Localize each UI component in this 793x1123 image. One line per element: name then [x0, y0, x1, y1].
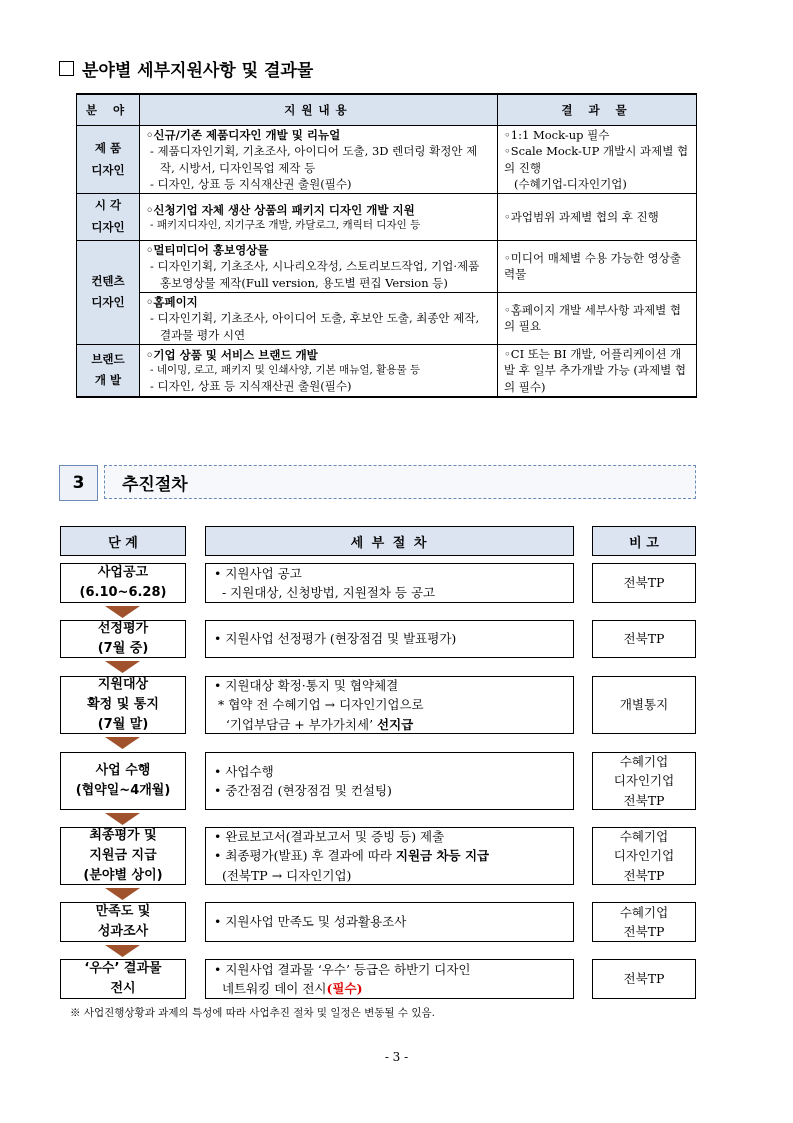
section-title [59, 56, 313, 81]
note-box: 전북TP [592, 959, 696, 999]
result-homepage: ◦홈페이지 개발 세부사항 과제별 협의 필요 [498, 292, 697, 344]
category-visual: 시 각 디자인 [77, 194, 140, 241]
table-row-product [77, 126, 697, 194]
table-row-contents-mm [77, 241, 697, 293]
section3-number: 3 [59, 465, 98, 501]
down-arrow-icon [105, 813, 140, 825]
table-row-brand [77, 344, 697, 396]
proc-header-detail: 세 부 절 차 [205, 526, 574, 556]
section-title-text: 분야별 세부지원사항 및 결과물 [82, 61, 314, 81]
table-header-row [77, 94, 697, 126]
content-title: ◦신규/기존 제품디자인 개발 및 리뉴얼 [146, 128, 341, 142]
support-details-table [76, 93, 697, 398]
detail-box: • 지원사업 공고 - 지원대상, 신청방법, 지원절차 등 공고 [205, 563, 574, 603]
note-box: 수혜기업 디자인기업 전북TP [592, 827, 696, 885]
table-row-contents-hp [77, 292, 697, 344]
note-box: 수혜기업 전북TP [592, 902, 696, 942]
down-arrow-icon [105, 606, 140, 618]
result-visual: ◦과업범위 과제별 협의 후 진행 [498, 194, 697, 241]
result-product: ◦1:1 Mock-up 필수 ◦Scale Mock-UP 개발시 과제별 협의 진행 (수혜기업-디자인기업) [498, 126, 697, 194]
note-box: 전북TP [592, 620, 696, 658]
proc-header-note: 비 고 [592, 526, 696, 556]
detail-box: • 지원대상 확정·통지 및 협약체결 * 협약 전 수혜기업 → 디자인기업으로 ‘기업부담금 + 부가가치세’ 선지급 [205, 676, 574, 734]
header-category: 분 야 [77, 94, 140, 126]
down-arrow-icon [105, 737, 140, 749]
detail-box: • 지원사업 선정평가 (현장점검 및 발표평가) [205, 620, 574, 658]
detail-box: • 지원사업 만족도 및 성과활용조사 [205, 902, 574, 942]
result-brand: ◦CI 또는 BI 개발, 어플리케이션 개발 후 일부 추가개발 가능 (과제별 협의 필수) [498, 344, 697, 396]
content-product: ◦신규/기존 제품디자인 개발 및 리뉴얼 - 제품디자인기획, 기초조사, 아이디어 도출, 3D 렌더링 확정안 제작, 시방서, 디자인목업 제작 등 - 디자인, 상표 등 지식재산권 출원(필수) [140, 126, 498, 194]
proc-header-stage: 단 계 [60, 526, 186, 556]
detail-box: • 지원사업 결과물 ‘우수’ 등급은 하반기 디자인 네트워킹 데이 전시(필수) [205, 959, 574, 999]
stage-box: 만족도 및 성과조사 [60, 902, 186, 942]
header-result: 결 과 물 [498, 94, 697, 126]
down-arrow-icon [105, 945, 140, 957]
down-arrow-icon [105, 888, 140, 900]
stage-box: 사업공고 (6.10~6.28) [60, 563, 186, 603]
detail-box: • 사업수행 • 중간점검 (현장점검 및 컨설팅) [205, 752, 574, 810]
stage-box: 최종평가 및 지원금 지급 (분야별 상이) [60, 827, 186, 885]
category-product: 제 품 디자인 [77, 126, 140, 194]
content-brand: ◦기업 상품 및 서비스 브랜드 개발 - 네이밍, 로고, 패키지 및 인쇄사양, 기본 매뉴얼, 활용물 등 - 디자인, 상표 등 지식재산권 출원(필수) [140, 344, 498, 396]
stage-box: 지원대상 확정 및 통지 (7월 말) [60, 676, 186, 734]
footnote: ※ 사업진행상황과 과제의 특성에 따라 사업추진 절차 및 일정은 변동될 수 있음. [70, 1007, 435, 1019]
down-arrow-icon [105, 661, 140, 673]
note-box: 개별통지 [592, 676, 696, 734]
content-multimedia: ◦멀티미디어 홍보영상물 - 디자인기획, 기초조사, 시나리오작성, 스토리보드작업, 기업·제품 홍보영상물 제작(Full version, 용도별 편집 Version 등) [140, 241, 498, 293]
table-row-visual [77, 194, 697, 241]
stage-box: 사업 수행 (협약일~4개월) [60, 752, 186, 810]
stage-box: 선정평가 (7월 중) [60, 620, 186, 658]
content-homepage: ◦홈페이지 - 디자인기획, 기초조사, 아이디어 도출, 후보안 도출, 최종안 제작, 결과물 평가 시연 [140, 292, 498, 344]
section3-header [59, 465, 696, 501]
note-box: 전북TP [592, 563, 696, 603]
category-brand: 브랜드 개 발 [77, 344, 140, 396]
header-content: 지원내용 [140, 94, 498, 126]
section3-title: 추진절차 [104, 465, 696, 499]
content-visual: ◦신청기업 자체 생산 상품의 패키지 디자인 개발 지원 - 패키지디자인, 지기구조 개발, 카달로그, 캐릭터 디자인 등 [140, 194, 498, 241]
checkbox-square-icon [59, 61, 74, 76]
detail-box: • 완료보고서(결과보고서 및 증빙 등) 제출 • 최종평가(발표) 후 결과에 따라 지원금 차등 지급 (전북TP → 디자인기업) [205, 827, 574, 885]
page-number: - 3 - [384, 1050, 409, 1064]
stage-box: ‘우수’ 결과물 전시 [60, 959, 186, 999]
category-contents: 컨텐츠 디자인 [77, 241, 140, 345]
result-multimedia: ◦미디어 매체별 수용 가능한 영상출력물 [498, 241, 697, 293]
note-box: 수혜기업 디자인기업 전북TP [592, 752, 696, 810]
